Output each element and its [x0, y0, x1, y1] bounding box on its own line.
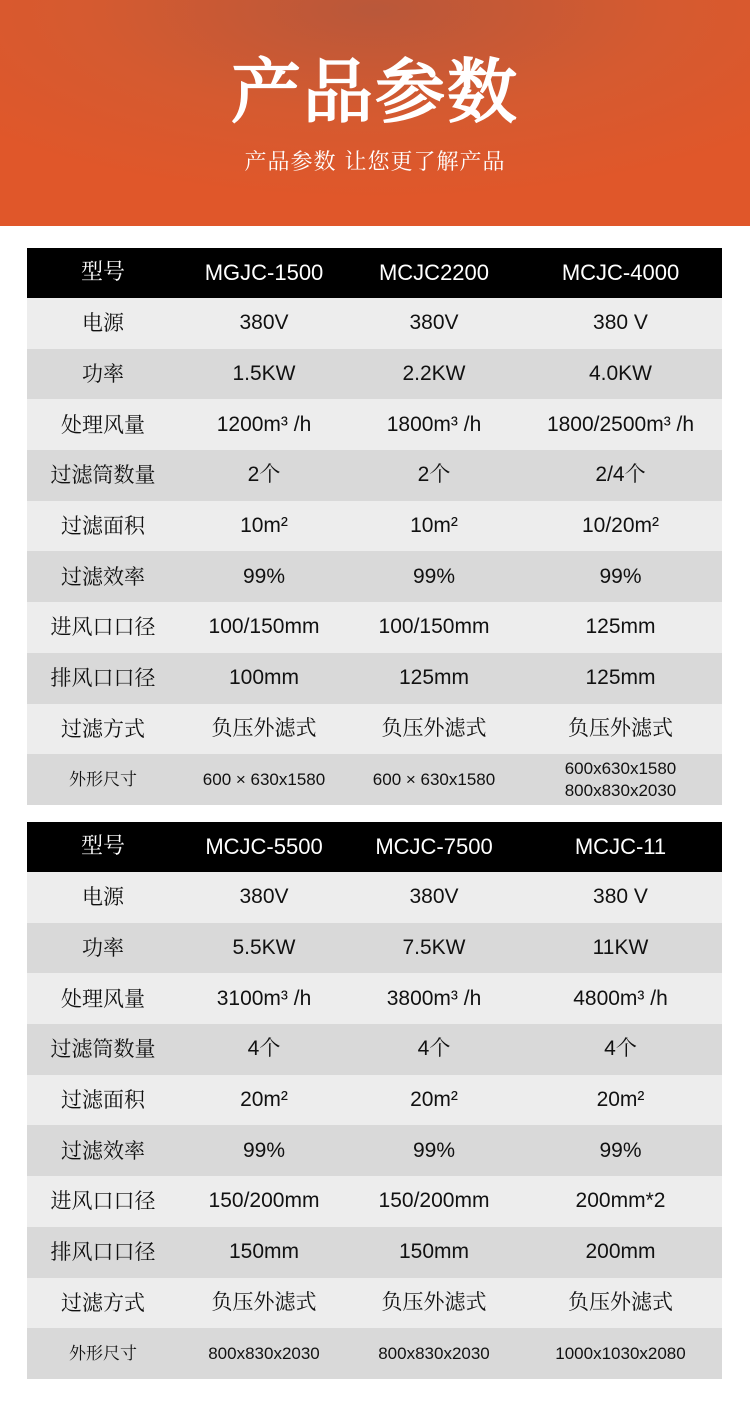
spec-value: 99% — [599, 564, 642, 588]
table-row — [27, 1227, 722, 1278]
spec-value: 负压外滤式 — [211, 1290, 317, 1314]
table-row — [27, 923, 722, 974]
table-row — [27, 602, 722, 653]
table-row — [27, 551, 722, 602]
spec-value: 20m² — [240, 1088, 288, 1112]
spec-value: 3100m³ /h — [216, 986, 312, 1010]
spec-label: 功率 — [82, 936, 124, 961]
spec-value: 125mm — [398, 666, 470, 690]
table-row — [27, 704, 722, 755]
model-label: 型号 — [80, 834, 125, 859]
spec-label: 过滤筒数量 — [50, 1037, 156, 1062]
spec-value: 380 V — [593, 311, 648, 335]
spec-value: 负压外滤式 — [211, 716, 317, 740]
spec-value: 5.5KW — [232, 936, 296, 960]
spec-value: 负压外滤式 — [381, 716, 487, 740]
table-row — [27, 653, 722, 704]
spec-label: 外形尺寸 — [69, 769, 137, 790]
spec-value: 99% — [599, 1138, 642, 1162]
spec-value: 150mm — [228, 1240, 300, 1264]
table-row — [27, 1328, 722, 1379]
model-name: MCJC-5500 — [205, 834, 323, 859]
spec-value: 125mm — [585, 615, 656, 639]
spec-value: 3800m³ /h — [386, 986, 482, 1010]
spec-label: 电源 — [82, 311, 124, 336]
spec-value: 600x630x1580 800x830x2030 — [564, 758, 677, 800]
spec-label: 排风口口径 — [50, 666, 156, 691]
spec-label: 过滤面积 — [61, 1088, 145, 1113]
page-banner — [0, 0, 750, 226]
spec-value: 1800/2500m³ /h — [546, 412, 695, 436]
table-row — [27, 1176, 722, 1227]
table-header-row — [27, 248, 722, 298]
spec-label: 处理风量 — [61, 986, 145, 1011]
spec-value: 10/20m² — [581, 514, 660, 538]
spec-value: 100/150mm — [378, 615, 490, 639]
spec-value: 11KW — [592, 936, 649, 960]
page-title: 产品参数 — [231, 51, 519, 133]
spec-label: 外形尺寸 — [69, 1343, 137, 1364]
spec-value: 7.5KW — [402, 936, 466, 960]
table-header-row — [27, 822, 722, 872]
spec-label: 过滤筒数量 — [50, 463, 156, 488]
spec-value: 2个 — [417, 463, 451, 487]
spec-value: 4个 — [247, 1037, 281, 1061]
model-name: MCJC2200 — [378, 260, 490, 285]
spec-value: 4个 — [417, 1037, 451, 1061]
spec-value: 1.5KW — [232, 362, 296, 386]
spec-value: 10m² — [240, 514, 288, 538]
spec-value: 99% — [242, 564, 286, 588]
model-name: MCJC-7500 — [375, 834, 493, 859]
model-name: MCJC-4000 — [561, 260, 680, 285]
spec-table-2 — [27, 822, 722, 1379]
spec-value: 99% — [242, 1138, 286, 1162]
spec-value: 负压外滤式 — [568, 716, 673, 740]
spec-value: 125mm — [585, 666, 656, 690]
spec-value: 380V — [239, 311, 289, 335]
model-name: MGJC-1500 — [204, 260, 324, 285]
spec-value: 800x830x2030 — [208, 1343, 320, 1363]
spec-value: 4个 — [604, 1037, 637, 1061]
model-name: MCJC-11 — [574, 834, 667, 859]
spec-value: 200mm — [585, 1240, 656, 1264]
spec-value: 2/4个 — [595, 463, 646, 487]
spec-label: 过滤面积 — [61, 514, 145, 539]
spec-value: 150/200mm — [208, 1189, 320, 1213]
spec-value: 600 × 630x1580 — [202, 769, 326, 789]
spec-value: 150mm — [398, 1240, 470, 1264]
table-row — [27, 501, 722, 552]
spec-value: 99% — [412, 564, 456, 588]
table-row — [27, 349, 722, 400]
spec-value: 2.2KW — [402, 362, 466, 386]
spec-value: 1000x1030x2080 — [555, 1343, 686, 1363]
spec-label: 过滤方式 — [61, 1290, 145, 1315]
table-row — [27, 450, 722, 501]
table-row — [27, 754, 722, 805]
spec-value: 1800m³ /h — [386, 412, 482, 436]
spec-value: 4800m³ /h — [573, 986, 668, 1010]
spec-label: 功率 — [82, 362, 124, 387]
spec-value: 380V — [409, 311, 459, 335]
spec-value: 99% — [412, 1138, 456, 1162]
table-row — [27, 399, 722, 450]
spec-value: 380V — [239, 885, 289, 909]
table-row — [27, 973, 722, 1024]
spec-label: 进风口口径 — [50, 1189, 156, 1214]
table-row — [27, 1278, 722, 1329]
spec-value: 4.0KW — [588, 362, 653, 386]
spec-value: 负压外滤式 — [381, 1290, 487, 1314]
table-row — [27, 872, 722, 923]
spec-value: 负压外滤式 — [568, 1290, 673, 1314]
spec-value: 150/200mm — [378, 1189, 490, 1213]
spec-value: 100/150mm — [208, 615, 320, 639]
spec-value: 380 V — [593, 885, 648, 909]
spec-label: 过滤方式 — [61, 716, 145, 741]
spec-value: 1200m³ /h — [216, 412, 312, 436]
model-label: 型号 — [80, 260, 125, 285]
spec-label: 电源 — [82, 885, 124, 910]
spec-value: 800x830x2030 — [378, 1343, 490, 1363]
table-row — [27, 1024, 722, 1075]
table-row — [27, 298, 722, 349]
spec-value: 20m² — [596, 1088, 645, 1112]
spec-label: 进风口口径 — [50, 615, 156, 640]
spec-label: 处理风量 — [61, 412, 145, 437]
table-row — [27, 1075, 722, 1126]
spec-value: 600 × 630x1580 — [372, 769, 496, 789]
spec-value: 200mm*2 — [575, 1189, 666, 1213]
table-row — [27, 1125, 722, 1176]
spec-table-1 — [27, 248, 722, 805]
spec-label: 过滤效率 — [61, 564, 145, 589]
spec-value: 2个 — [247, 463, 281, 487]
spec-label: 过滤效率 — [61, 1138, 145, 1163]
page-subtitle: 产品参数 让您更了解产品 — [244, 150, 506, 175]
spec-label: 排风口口径 — [50, 1240, 156, 1265]
spec-value: 20m² — [410, 1088, 458, 1112]
spec-value: 380V — [409, 885, 459, 909]
spec-value: 10m² — [410, 514, 458, 538]
spec-value: 100mm — [228, 666, 300, 690]
